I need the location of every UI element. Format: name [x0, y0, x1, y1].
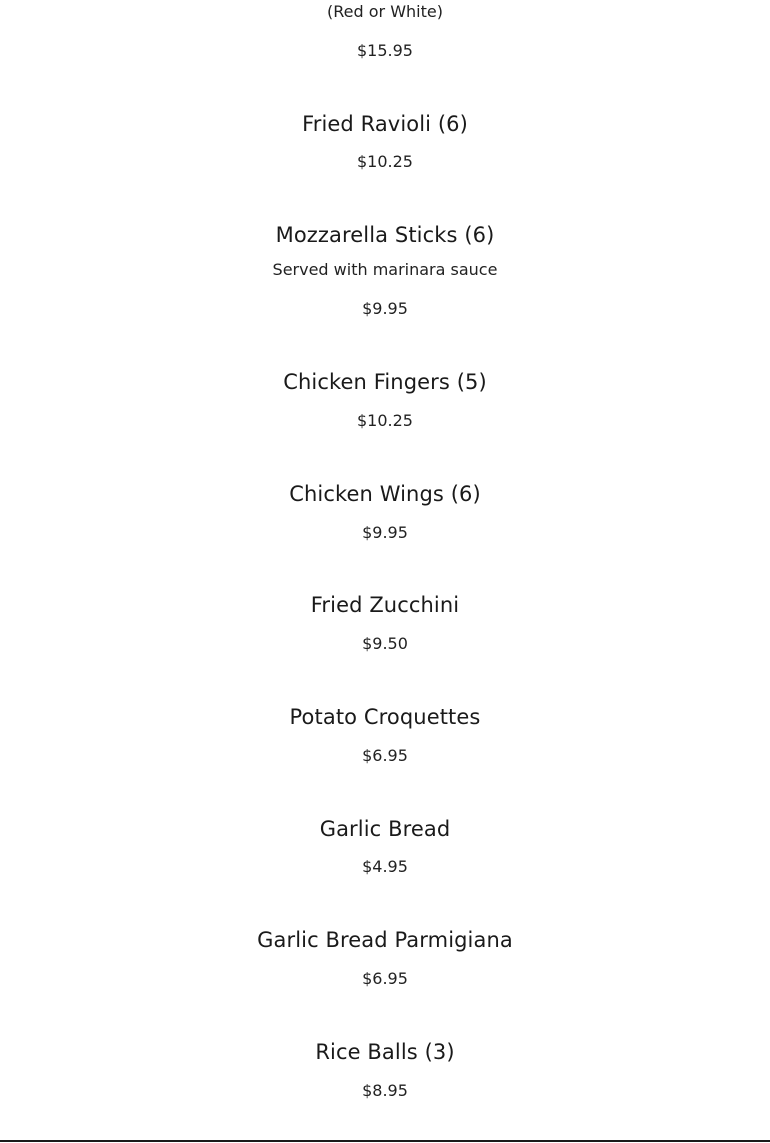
- menu-item-price: $6.95: [362, 969, 408, 988]
- menu-item-name: Potato Croquettes: [289, 705, 481, 729]
- menu-item-name: Fried Ravioli (6): [302, 112, 468, 136]
- menu-item-price: $9.50: [362, 634, 408, 653]
- menu-item-name: Fried Zucchini: [310, 593, 460, 617]
- menu-item-price: $10.25: [357, 152, 413, 171]
- menu-item-name: Mozzarella Sticks (6): [275, 223, 495, 247]
- menu-item-price: $8.95: [362, 1081, 408, 1100]
- menu-item-description: Served with marinara sauce: [272, 260, 498, 279]
- menu-item-name: Chicken Fingers (5): [283, 370, 487, 394]
- menu-item-price: $4.95: [362, 857, 408, 876]
- menu-item-price: $9.95: [362, 299, 408, 318]
- menu-item-name: Garlic Bread Parmigiana: [257, 928, 513, 952]
- menu-item-price: $9.95: [362, 523, 408, 542]
- bottom-divider: [0, 1140, 770, 1142]
- menu-item-name: Rice Balls (3): [315, 1040, 455, 1064]
- menu-item-price: $10.25: [357, 411, 413, 430]
- menu-item-price: $6.95: [362, 746, 408, 765]
- menu-item-name: Chicken Wings (6): [289, 482, 481, 506]
- menu-item-price: $15.95: [357, 41, 413, 60]
- menu-item-description: (Red or White): [327, 2, 443, 21]
- menu-item-name: Garlic Bread: [319, 817, 451, 841]
